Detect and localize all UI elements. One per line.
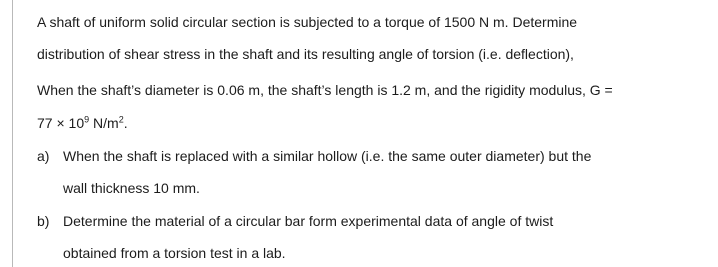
item-a-line-1: When the shaft is replaced with a similar hollow (i.e. the same outer diameter) but the xyxy=(63,148,592,164)
item-b-marker: b) xyxy=(37,213,50,229)
intro-line-3: When the shaft’s diameter is 0.06 m, the shaft’s length is 1.2 m, and the rigidity modulus, G = xyxy=(37,82,613,98)
item-b-line-2: obtained from a torsion test in a lab. xyxy=(63,245,286,261)
modulus-unit: N/m xyxy=(89,115,119,131)
modulus-exponent: 9 xyxy=(84,114,90,125)
intro-line-1: A shaft of uniform solid circular section is subjected to a torque of 1500 N m. Determine xyxy=(37,14,578,30)
item-a-line-2: wall thickness 10 mm. xyxy=(63,180,200,196)
intro-line-4 xyxy=(37,114,128,132)
item-b-line-1: Determine the material of a circular bar form experimental data of angle of twist xyxy=(63,213,554,229)
item-a-marker: a) xyxy=(37,148,50,164)
modulus-value: 77 × 10 xyxy=(37,115,85,131)
unit-exponent: 2 xyxy=(118,114,124,125)
left-border-line xyxy=(12,0,13,267)
intro-line-2: distribution of shear stress in the shaft and its resulting angle of torsion (i.e. deflection), xyxy=(37,46,574,62)
sentence-period: . xyxy=(123,115,128,131)
